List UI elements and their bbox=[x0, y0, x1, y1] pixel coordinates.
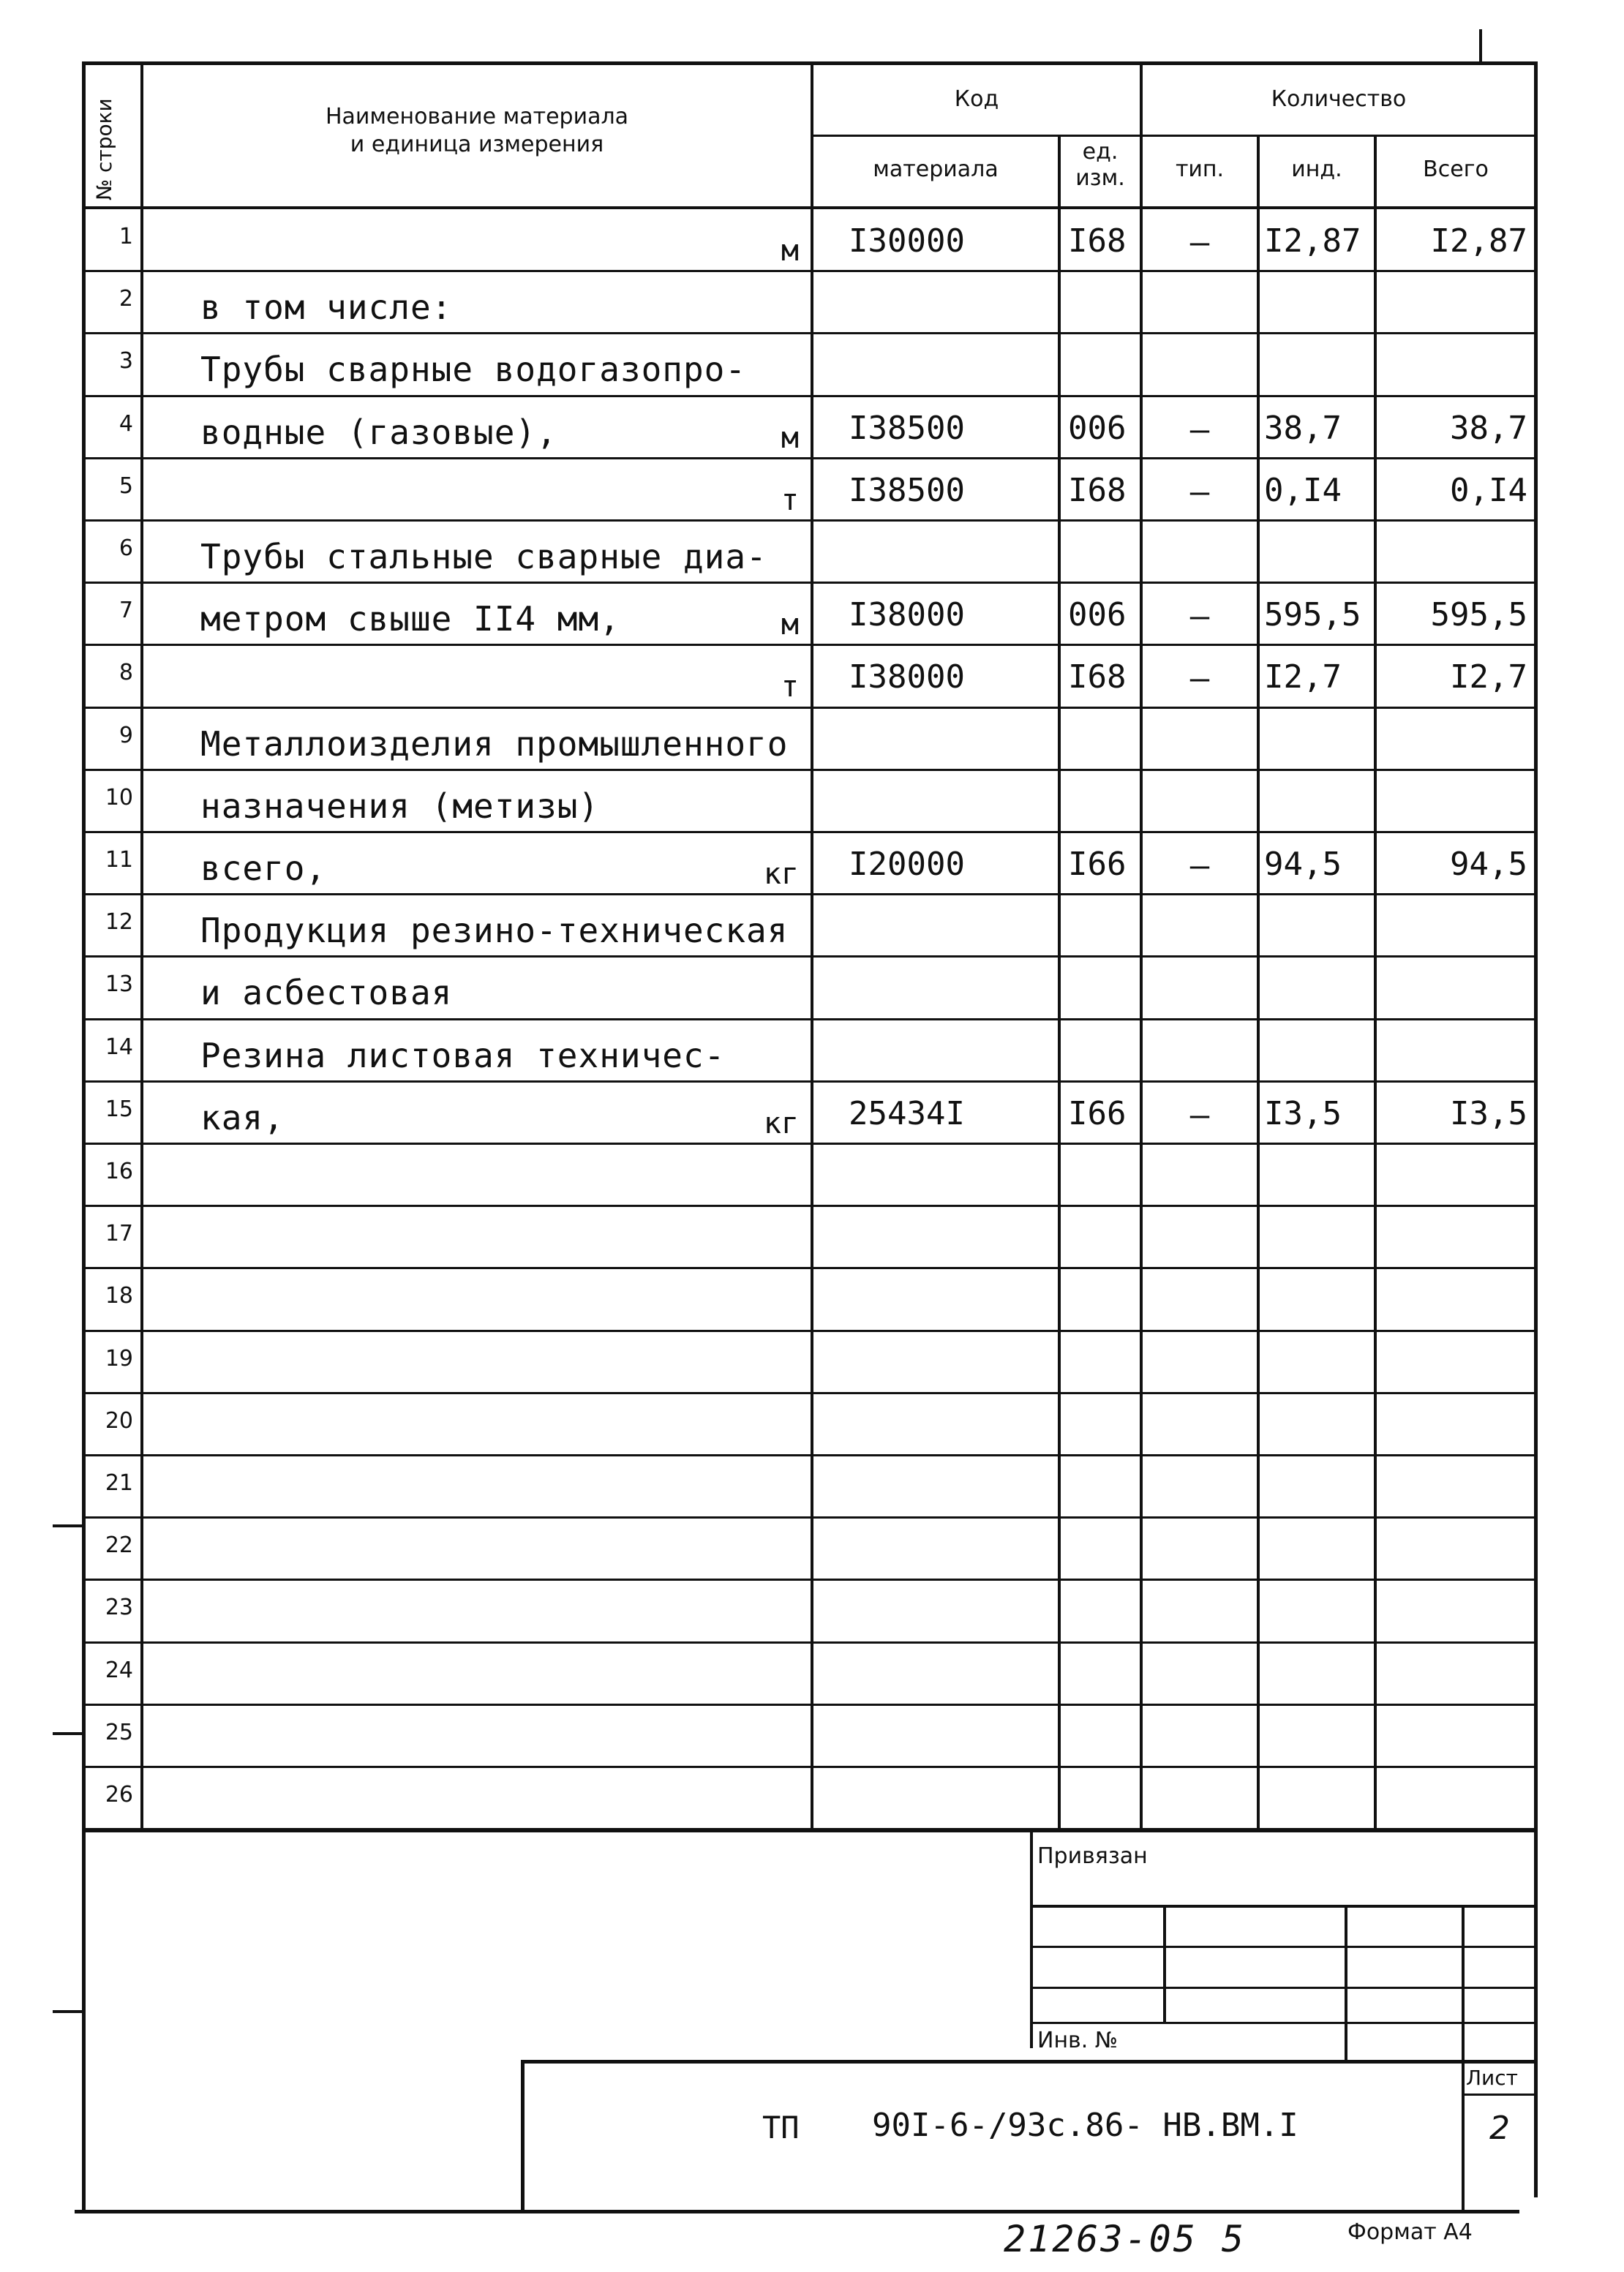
row-number: 5 bbox=[119, 473, 133, 499]
table-bottom-line bbox=[82, 1829, 1538, 1832]
row-separator bbox=[82, 1704, 1538, 1706]
row-separator bbox=[82, 1641, 1538, 1644]
stamp-sheet-line bbox=[1462, 2094, 1538, 2096]
stamp-bound: Привязан bbox=[1037, 1843, 1148, 1869]
row-typ: – bbox=[1189, 473, 1210, 511]
row-number: 10 bbox=[105, 784, 133, 810]
row-number: 4 bbox=[119, 410, 133, 437]
row-separator bbox=[82, 1392, 1538, 1394]
format-label: Формат А4 bbox=[1347, 2219, 1473, 2245]
corner-tick bbox=[1479, 29, 1482, 63]
header-name-line2: и единица измерения bbox=[350, 132, 604, 157]
row-number: 16 bbox=[105, 1159, 133, 1184]
row-separator bbox=[82, 831, 1538, 833]
row-separator bbox=[82, 1454, 1538, 1456]
header-ind: инд. bbox=[1291, 157, 1342, 182]
margin-tick-2 bbox=[53, 1732, 85, 1735]
row-unit: кг bbox=[763, 857, 799, 891]
row-number: 6 bbox=[119, 535, 133, 561]
row-name: и асбестовая bbox=[200, 973, 453, 1013]
row-unit: м bbox=[781, 234, 799, 268]
row-name: Резина листовая техничес- bbox=[200, 1035, 726, 1075]
stamp-doc-code: 90I-6-/93с.86- НВ.ВМ.I bbox=[872, 2107, 1298, 2144]
header-total: Всего bbox=[1423, 157, 1489, 182]
row-unit-code: I66 bbox=[1068, 1094, 1127, 1132]
row-separator bbox=[82, 893, 1538, 895]
row-unit-code: I66 bbox=[1068, 846, 1127, 883]
row-separator bbox=[82, 519, 1538, 522]
stamp-doc-prefix: ТП bbox=[762, 2110, 800, 2145]
row-ind: I2,87 bbox=[1264, 222, 1361, 260]
row-number: 20 bbox=[105, 1407, 133, 1434]
row-number: 26 bbox=[105, 1782, 133, 1808]
row-unit: кг bbox=[763, 1106, 799, 1140]
row-number: 7 bbox=[119, 598, 133, 624]
header-unit-line1: ед. bbox=[1082, 139, 1119, 165]
row-ind: 38,7 bbox=[1264, 409, 1342, 447]
col-line-ind bbox=[1374, 135, 1377, 1832]
row-separator bbox=[82, 457, 1538, 459]
row-typ: – bbox=[1189, 224, 1210, 261]
stamp-line-v3 bbox=[1345, 1905, 1347, 2063]
row-material-code: I38500 bbox=[849, 409, 965, 447]
row-unit-code: I68 bbox=[1068, 471, 1127, 509]
col-line-code bbox=[1058, 135, 1061, 1832]
row-separator bbox=[82, 1018, 1538, 1020]
row-typ: – bbox=[1189, 847, 1210, 884]
row-total: 38,7 bbox=[1450, 409, 1527, 447]
header-quantity: Количество bbox=[1271, 86, 1407, 112]
row-separator bbox=[82, 270, 1538, 272]
header-mid-line bbox=[811, 135, 1535, 137]
row-number: 2 bbox=[119, 286, 133, 312]
row-number: 19 bbox=[105, 1345, 133, 1372]
row-ind: 595,5 bbox=[1264, 596, 1361, 634]
header-bottom-line bbox=[82, 206, 1538, 209]
row-number: 24 bbox=[105, 1657, 133, 1683]
row-separator bbox=[82, 1080, 1538, 1083]
row-name: Трубы стальные сварные диа- bbox=[200, 537, 767, 576]
row-number: 8 bbox=[119, 660, 133, 686]
row-material-code: I38000 bbox=[849, 658, 965, 696]
row-ind: 94,5 bbox=[1264, 846, 1342, 883]
row-typ: – bbox=[1189, 1096, 1210, 1134]
row-separator bbox=[82, 1205, 1538, 1207]
row-name: назначения (метизы) bbox=[200, 786, 600, 826]
row-name: метром свыше II4 мм, bbox=[200, 599, 620, 639]
header-typ: тип. bbox=[1175, 157, 1225, 182]
row-unit: т bbox=[781, 483, 799, 517]
frame-right bbox=[1534, 61, 1538, 2197]
row-ind: I3,5 bbox=[1264, 1094, 1342, 1132]
row-separator bbox=[82, 955, 1538, 958]
header-code: Код bbox=[954, 86, 999, 112]
row-unit: м bbox=[781, 421, 799, 455]
row-ind: 0,I4 bbox=[1264, 471, 1342, 509]
header-name-line1: Наименование материала bbox=[325, 104, 629, 129]
row-material-code: I38500 bbox=[849, 471, 965, 509]
stamp-sheet-no: 2 bbox=[1489, 2110, 1510, 2147]
row-total: I2,87 bbox=[1430, 222, 1527, 260]
row-total: I2,7 bbox=[1450, 658, 1527, 696]
row-separator bbox=[82, 582, 1538, 584]
row-material-code: I30000 bbox=[849, 222, 965, 260]
row-separator bbox=[82, 644, 1538, 646]
stamp-title-top bbox=[521, 2060, 1538, 2064]
row-name: Металлоизделия промышленного bbox=[200, 723, 789, 764]
row-separator bbox=[82, 332, 1538, 334]
frame-bottom bbox=[75, 2210, 1519, 2213]
row-typ: – bbox=[1189, 410, 1210, 448]
row-unit-code: I68 bbox=[1068, 658, 1127, 696]
header-row-no: № строки bbox=[92, 98, 116, 200]
row-number: 14 bbox=[105, 1034, 133, 1060]
row-number: 12 bbox=[105, 909, 133, 936]
row-typ: – bbox=[1189, 660, 1210, 698]
row-number: 17 bbox=[105, 1221, 133, 1247]
row-separator bbox=[82, 1579, 1538, 1581]
frame-top bbox=[82, 61, 1538, 65]
row-name: Продукция резино-техническая bbox=[200, 911, 789, 951]
stamp-inv: Инв. № bbox=[1037, 2028, 1119, 2053]
row-total: 94,5 bbox=[1450, 846, 1527, 883]
stamp-line-v4 bbox=[1462, 1905, 1465, 2212]
row-separator bbox=[82, 1766, 1538, 1768]
row-number: 15 bbox=[105, 1096, 133, 1122]
row-separator bbox=[82, 1330, 1538, 1332]
row-separator bbox=[82, 769, 1538, 771]
row-unit-code: I68 bbox=[1068, 222, 1127, 260]
margin-tick-1 bbox=[53, 1524, 85, 1527]
stamp-line-v2 bbox=[1163, 1905, 1166, 2023]
row-material-code: 25434I bbox=[849, 1094, 965, 1132]
header-material: материала bbox=[873, 157, 999, 182]
row-number: 13 bbox=[105, 971, 133, 998]
col-line-num bbox=[140, 61, 143, 1832]
row-separator bbox=[82, 1267, 1538, 1269]
row-material-code: I38000 bbox=[849, 596, 965, 634]
row-separator bbox=[82, 1143, 1538, 1145]
row-unit-code: 006 bbox=[1068, 596, 1127, 634]
row-name: Трубы сварные водогазопро- bbox=[200, 350, 747, 390]
archive-number: 21263-05 5 bbox=[1004, 2218, 1247, 2260]
row-unit: м bbox=[781, 608, 799, 642]
col-line-typ bbox=[1257, 135, 1260, 1832]
row-separator bbox=[82, 1516, 1538, 1519]
document-sheet bbox=[82, 61, 1538, 2260]
margin-tick-3 bbox=[53, 2010, 85, 2013]
row-name: всего, bbox=[200, 849, 327, 888]
row-number: 18 bbox=[105, 1283, 133, 1309]
row-separator bbox=[82, 395, 1538, 397]
row-number: 21 bbox=[105, 1470, 133, 1496]
row-separator bbox=[82, 707, 1538, 709]
row-number: 1 bbox=[119, 224, 133, 249]
frame-left bbox=[82, 61, 86, 2213]
header-unit-line2: изм. bbox=[1075, 165, 1125, 191]
row-total: 0,I4 bbox=[1450, 471, 1527, 509]
row-name: кая, bbox=[200, 1097, 285, 1137]
row-number: 3 bbox=[119, 348, 133, 375]
row-ind: I2,7 bbox=[1264, 658, 1342, 696]
row-typ: – bbox=[1189, 598, 1210, 636]
row-name: водные (газовые), bbox=[200, 412, 557, 452]
row-total: I3,5 bbox=[1450, 1094, 1527, 1132]
row-number: 22 bbox=[105, 1532, 133, 1559]
stamp-line-v1 bbox=[1030, 1829, 1033, 2048]
row-number: 23 bbox=[105, 1595, 133, 1621]
row-name: в том числе: bbox=[200, 287, 453, 328]
row-material-code: I20000 bbox=[849, 846, 965, 883]
row-number: 25 bbox=[105, 1719, 133, 1745]
row-number: 9 bbox=[119, 722, 133, 748]
row-unit: т bbox=[781, 670, 799, 704]
row-total: 595,5 bbox=[1430, 596, 1527, 634]
row-number: 11 bbox=[105, 847, 133, 873]
stamp-title-left bbox=[521, 2060, 525, 2212]
row-unit-code: 006 bbox=[1068, 409, 1127, 447]
col-line-name bbox=[811, 61, 813, 1832]
col-line-unit bbox=[1140, 61, 1143, 1832]
stamp-sheet-label: Лист bbox=[1466, 2066, 1518, 2090]
